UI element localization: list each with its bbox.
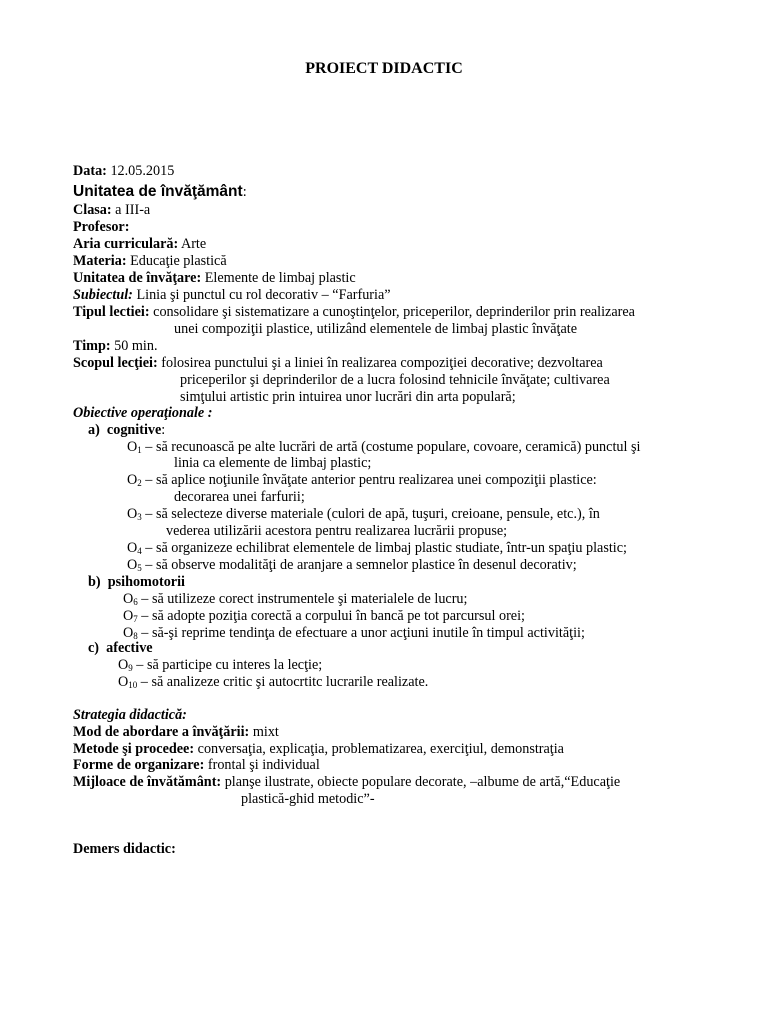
unitatea-label: Unitatea de învăţământ <box>73 183 243 200</box>
document-title: PROIECT DIDACTIC <box>305 60 463 77</box>
unitatea-colon: : <box>242 184 247 200</box>
timp-row <box>73 338 158 355</box>
objective-o9-index: 9 <box>128 663 133 673</box>
objective-o2-index: 2 <box>137 478 142 488</box>
objective-o7-letter: O <box>123 608 134 624</box>
objective-o4-index: 4 <box>137 546 142 556</box>
mod-row <box>73 724 279 741</box>
objective-o8-letter: O <box>123 625 134 641</box>
aria-value: Arte <box>180 236 207 252</box>
mijloace-label: Mijloace de învătământ: <box>73 774 222 790</box>
timp-label: Timp: <box>73 338 111 354</box>
objective-o6 <box>123 591 467 608</box>
metode-row <box>73 741 564 758</box>
objective-o8 <box>123 625 585 642</box>
unitatea-invatare-row <box>73 270 356 287</box>
unitatea-invatare-value: Elemente de limbaj plastic <box>204 270 356 286</box>
objective-o8-text: – să-şi reprime tendinţa de efectuare a unor acţiuni inutile în timpul activităţii; <box>137 625 585 641</box>
objective-o4 <box>127 540 627 557</box>
scopul-row <box>73 355 603 372</box>
objective-o5-letter: O <box>127 557 138 573</box>
objective-o8-index: 8 <box>133 631 138 641</box>
objective-o10 <box>118 674 428 691</box>
cognitive-label: cognitive <box>106 422 162 438</box>
psihomotorii-label: psihomotorii <box>107 574 185 590</box>
objective-o3-letter: O <box>127 506 138 522</box>
scopul-label: Scopul lecţiei: <box>73 355 158 371</box>
objective-o7-index: 7 <box>133 614 138 624</box>
mijloace-text-line1: planşe ilustrate, obiecte populare decorate, –albume de artă,“Educaţie <box>224 774 621 790</box>
objective-o2 <box>127 472 597 489</box>
scopul-text-line2: priceperilor şi deprinderilor de a lucra folosind tehnicile învăţate; cultivarea <box>180 372 610 388</box>
tipul-text-line2: unei compoziţii plastice, utilizând elementele de limbaj plastic învăţate <box>174 321 578 337</box>
objective-o6-text: – să utilizeze corect instrumentele şi materialele de lucru; <box>137 591 468 607</box>
objective-o2-text: – să aplice noţiunile învăţate anterior pentru realizarea unei compoziţii plastice: <box>141 472 597 488</box>
subiectul-value: Linia şi punctul cu rol decorativ – “Farfuria” <box>136 287 391 303</box>
data-row <box>73 163 174 180</box>
profesor-row <box>73 219 129 236</box>
objective-o3-text: – să selecteze diverse materiale (culori de apă, tuşuri, creioane, pensule, etc.), în <box>141 506 600 522</box>
objective-o10-text: – să analizeze critic şi autocrtitc lucrarile realizate. <box>137 674 429 690</box>
objective-o5 <box>127 557 577 574</box>
afective-heading <box>88 640 153 657</box>
objective-o2-letter: O <box>127 472 138 488</box>
objective-o10-letter: O <box>118 674 129 690</box>
materia-row <box>73 253 227 270</box>
objective-o7 <box>123 608 525 625</box>
aria-row <box>73 236 206 253</box>
objective-o3-index: 3 <box>137 512 142 522</box>
cognitive-heading <box>88 422 165 439</box>
scopul-text-line3: simţului artistic prin intuirea unor lucrări din arta populară; <box>180 389 516 405</box>
objective-o9-letter: O <box>118 657 129 673</box>
materia-label: Materia: <box>73 253 127 269</box>
cognitive-colon: : <box>161 422 166 438</box>
mijloace-text-line2: plastică-ghid metodic”- <box>241 791 375 807</box>
tipul-label: Tipul lectiei: <box>73 304 150 320</box>
tipul-text-line1: consolidare şi sistematizare a cunoştinţelor, priceperilor, deprinderilor prin realizarea <box>153 304 635 320</box>
mod-value: mixt <box>252 724 279 740</box>
objective-o7-text: – să adopte poziţia corectă a corpului în bancă pe tot parcursul orei; <box>137 608 525 624</box>
metode-label: Metode şi procedee: <box>73 741 195 757</box>
metode-value: conversaţia, explicaţia, problematizarea, exerciţiul, demonstraţia <box>197 741 564 757</box>
mod-label: Mod de abordare a învăţării: <box>73 724 250 740</box>
subiectul-row <box>73 287 391 304</box>
psihomotorii-heading <box>88 574 185 591</box>
objective-o3-continuation: vederea utilizării acestora pentru realizarea lucrării propuse; <box>166 523 508 539</box>
objective-o9-text: – să participe cu interes la lecţie; <box>132 657 323 673</box>
mijloace-row <box>73 774 620 791</box>
data-label: Data: <box>73 163 107 179</box>
objective-o2-continuation: decorarea unei farfurii; <box>174 489 305 505</box>
list-marker: c) <box>88 640 100 656</box>
objective-o1-text: – să recunoască pe alte lucrări de artă (costume populare, covoare, ceramică) punctul şi <box>141 439 641 455</box>
scopul-text-line1: folosirea punctului şi a liniei în realizarea compoziţiei decorative; dezvoltarea <box>161 355 603 371</box>
demers-label: Demers didactic: <box>73 841 176 857</box>
objective-o10-index: 10 <box>128 680 138 690</box>
forme-value: frontal şi individual <box>207 757 320 773</box>
demers-heading <box>73 841 176 858</box>
objective-o1-letter: O <box>127 439 138 455</box>
subiectul-label: Subiectul: <box>73 287 133 303</box>
list-marker: a) <box>88 422 100 438</box>
afective-label: afective <box>106 640 153 656</box>
materia-value: Educaţie plastică <box>130 253 227 269</box>
objective-o6-index: 6 <box>133 597 138 607</box>
aria-label: Aria curriculară: <box>73 236 179 252</box>
objective-o1-index: 1 <box>137 445 142 455</box>
objective-o4-letter: O <box>127 540 138 556</box>
forme-label: Forme de organizare: <box>73 757 205 773</box>
objectives-heading: Obiective operaţionale : <box>73 405 213 421</box>
objective-o1 <box>127 439 640 456</box>
objective-o1-continuation: linia ca elemente de limbaj plastic; <box>174 455 372 471</box>
objective-o6-letter: O <box>123 591 134 607</box>
objective-o3 <box>127 506 600 523</box>
objective-o5-text: – să observe modalităţi de aranjare a semnelor plastice în desenul decorativ; <box>141 557 577 573</box>
objective-o5-index: 5 <box>137 563 142 573</box>
profesor-label: Profesor: <box>73 219 130 235</box>
clasa-row <box>73 202 150 219</box>
timp-value: 50 min. <box>114 338 158 354</box>
unitatea-row <box>73 183 247 201</box>
forme-row <box>73 757 320 774</box>
strategy-heading: Strategia didactică: <box>73 707 187 723</box>
data-value: 12.05.2015 <box>110 163 175 179</box>
list-marker: b) <box>88 574 101 590</box>
clasa-value: a III-a <box>115 202 151 218</box>
objective-o9 <box>118 657 322 674</box>
unitatea-invatare-label: Unitatea de învăţare: <box>73 270 202 286</box>
clasa-label: Clasa: <box>73 202 112 218</box>
tipul-row <box>73 304 635 321</box>
objective-o4-text: – să organizeze echilibrat elementele de limbaj plastic studiate, într-un spaţiu plastic; <box>141 540 627 556</box>
